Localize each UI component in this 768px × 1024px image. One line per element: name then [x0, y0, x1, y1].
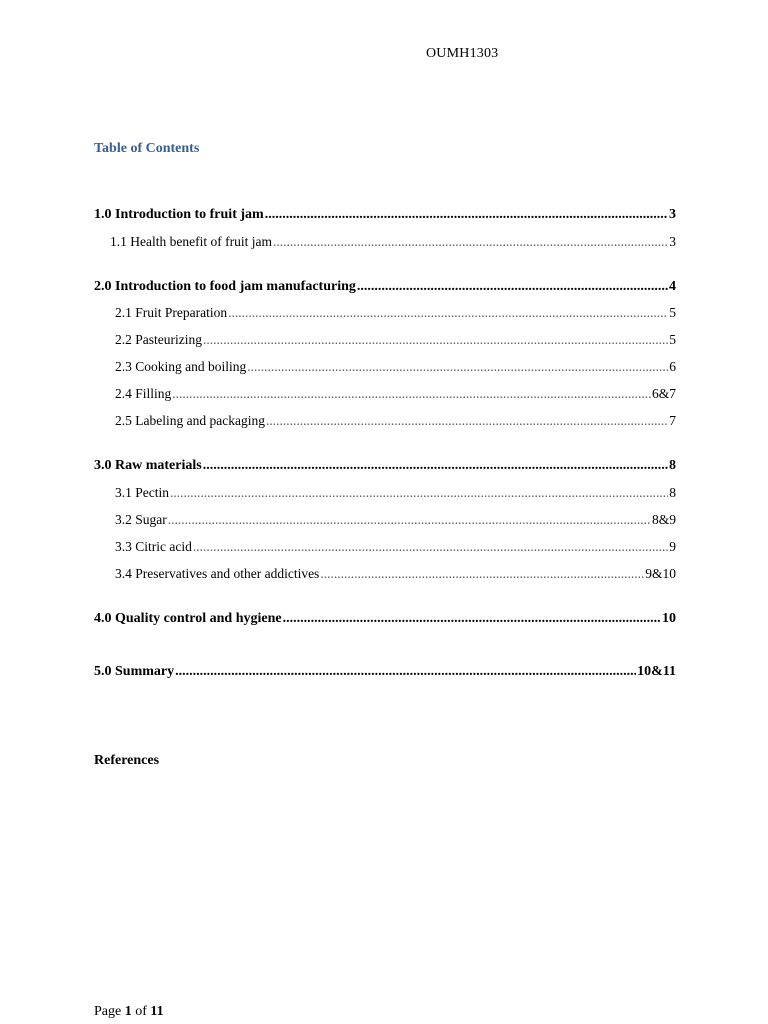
toc-entry-label: 3.0 Raw materials [94, 458, 202, 473]
course-code-header: OUMH1303 [426, 46, 499, 61]
toc-leader-dots [168, 511, 651, 529]
toc-entry-3-3[interactable] [115, 538, 676, 556]
toc-entry-page: 5 [669, 305, 676, 320]
footer-of-text: of [131, 1004, 151, 1019]
toc-entry-1-0[interactable] [94, 206, 676, 224]
toc-entry-page: 6&7 [651, 386, 676, 401]
toc-entry-page: 3 [669, 234, 676, 249]
toc-entry-page: 3 [669, 207, 676, 222]
toc-entry-label: 2.1 Fruit Preparation [115, 305, 228, 320]
toc-entry-label: 2.2 Pasteurizing [115, 332, 202, 347]
toc-heading: Table of Contents [94, 141, 200, 156]
toc-entry-3-0[interactable] [94, 457, 676, 475]
toc-entry-2-4[interactable] [115, 385, 676, 403]
toc-entry-4-0[interactable] [94, 610, 676, 628]
toc-entry-label: 2.3 Cooking and boiling [115, 359, 247, 374]
toc-leader-dots [203, 331, 668, 349]
footer-current-page: 1 [124, 1004, 132, 1019]
toc-leader-dots [193, 538, 668, 556]
toc-entry-3-4[interactable] [115, 565, 676, 583]
toc-entry-1-1[interactable] [110, 233, 676, 251]
toc-entry-3-1[interactable] [115, 484, 676, 502]
toc-leader-dots [170, 484, 668, 502]
toc-entry-5-0[interactable] [94, 663, 676, 681]
toc-leader-dots [265, 206, 668, 224]
toc-leader-dots [203, 457, 668, 475]
toc-entry-2-5[interactable] [115, 412, 676, 430]
toc-entry-2-3[interactable] [115, 358, 676, 376]
toc-entry-page: 10&11 [637, 664, 676, 679]
toc-leader-dots [273, 233, 668, 251]
toc-entry-page: 8&9 [651, 512, 676, 527]
toc-entry-label: 1.1 Health benefit of fruit jam [110, 234, 272, 249]
references-heading: References [94, 753, 160, 768]
toc-entry-label: 3.3 Citric acid [115, 539, 192, 554]
toc-entry-label: 3.4 Preservatives and other addictives [115, 566, 320, 581]
toc-entry-label: 4.0 Quality control and hygiene [94, 611, 282, 626]
toc-entry-page: 9&10 [645, 566, 676, 581]
toc-entry-2-2[interactable] [115, 331, 676, 349]
toc-leader-dots [175, 663, 636, 681]
toc-entry-page: 4 [669, 279, 676, 294]
toc-entry-page: 10 [662, 611, 676, 626]
toc-entry-label: 2.5 Labeling and packaging [115, 413, 265, 428]
toc-entry-label: 2.0 Introduction to food jam manufacturing [94, 279, 356, 294]
toc-entry-page: 9 [669, 539, 676, 554]
toc-entry-label: 5.0 Summary [94, 664, 175, 679]
toc-leader-dots [357, 278, 668, 296]
toc-leader-dots [283, 610, 661, 628]
toc-entry-2-1[interactable] [115, 304, 676, 322]
toc-leader-dots [228, 304, 668, 322]
toc-entry-page: 5 [669, 332, 676, 347]
toc-entry-page: 8 [669, 458, 676, 473]
toc-entry-page: 8 [669, 485, 676, 500]
toc-leader-dots [320, 565, 644, 583]
footer-total-pages: 11 [150, 1004, 164, 1019]
toc-leader-dots [247, 358, 668, 376]
page-footer [94, 1004, 164, 1020]
footer-page-prefix: Page [94, 1004, 125, 1019]
toc-entry-label: 3.2 Sugar [115, 512, 167, 527]
toc-entry-label: 1.0 Introduction to fruit jam [94, 207, 264, 222]
toc-entry-page: 7 [669, 413, 676, 428]
toc-entry-3-2[interactable] [115, 511, 676, 529]
toc-leader-dots [172, 385, 651, 403]
toc-entry-2-0[interactable] [94, 278, 676, 296]
toc-entry-label: 3.1 Pectin [115, 485, 169, 500]
toc-leader-dots [266, 412, 668, 430]
toc-entry-page: 6 [669, 359, 676, 374]
toc-entry-label: 2.4 Filling [115, 386, 172, 401]
